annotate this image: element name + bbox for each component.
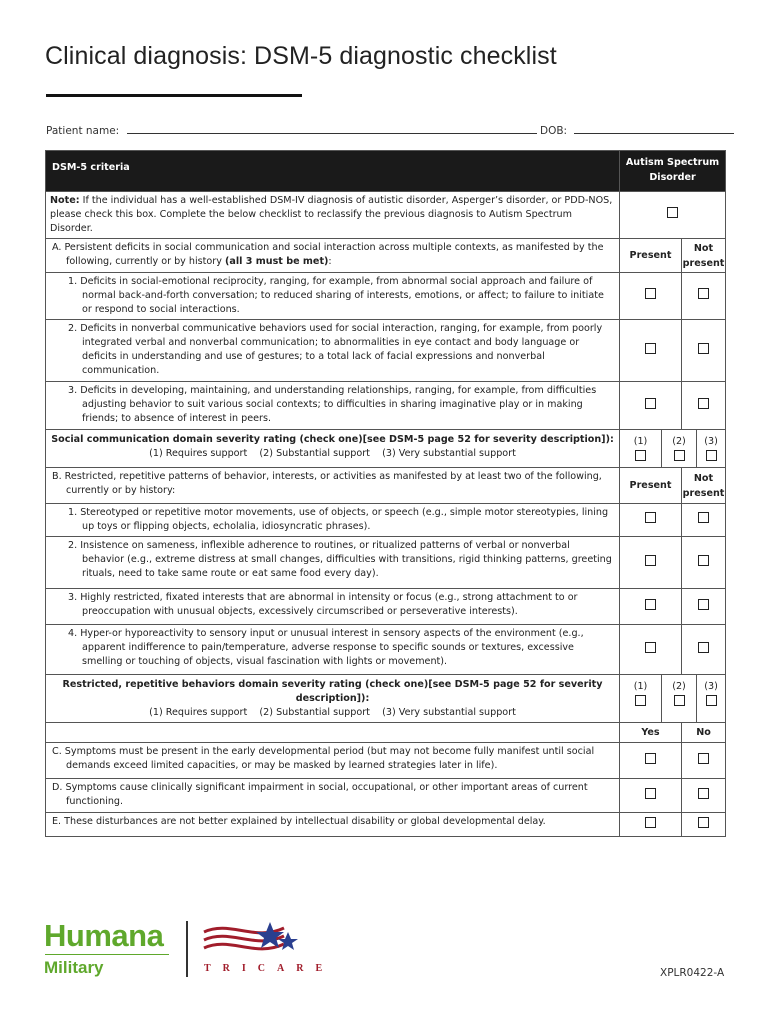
note-text <box>46 192 620 239</box>
section-a-severity-title: Social communication domain severity rating (check one)[see DSM-5 page 52 for severity description]): <box>51 434 614 445</box>
form-code: XPLR0422-A <box>660 967 725 979</box>
previous-diagnosis-checkbox[interactable] <box>667 207 678 218</box>
section-a-body: A. Persistent deficits in social communication and social interaction across multiple contexts, as manifested by the following, currently or by history <box>52 242 604 267</box>
dsm5-checklist-table <box>45 150 726 837</box>
b-not-present-header: Not present <box>682 468 726 504</box>
present-header: Present <box>620 239 682 273</box>
a-severity-1-cell <box>620 430 662 468</box>
yes-no-spacer <box>46 723 620 743</box>
a-severity-2-checkbox[interactable] <box>674 450 685 461</box>
a3-not-present-checkbox[interactable] <box>698 398 709 409</box>
humana-military-text: Military <box>44 958 104 977</box>
section-a-item-1: 1. Deficits in social-emotional reciprocity, ranging, for example, from abnormal social approach and failure of normal back-and-forth conversation; to reduced sharing of interests, emotions, or affect; to failure to initiate or respond to social interactions. <box>46 273 620 320</box>
note-checkbox-cell <box>620 192 726 239</box>
b2-not-present-checkbox[interactable] <box>698 555 709 566</box>
b4-not-present-cell <box>682 625 726 675</box>
b-severity-2-cell <box>662 675 697 723</box>
b1-not-present-checkbox[interactable] <box>698 512 709 523</box>
section-a-severity <box>46 430 620 468</box>
a2-present-checkbox[interactable] <box>645 343 656 354</box>
note-label: Note: <box>50 195 80 206</box>
b3-present-checkbox[interactable] <box>645 599 656 610</box>
b3-not-present-checkbox[interactable] <box>698 599 709 610</box>
b-present-header: Present <box>620 468 682 504</box>
dob-label: DOB: <box>540 125 568 137</box>
section-c-text: C. Symptoms must be present in the early developmental period (but may not become fully manifest until social demands exceed limited capacities, or may be masked by learned strategies later in life). <box>46 743 620 779</box>
section-b-severity-title: Restricted, repetitive behaviors domain severity rating (check one)[see DSM-5 page 52 for severity description]): <box>62 679 603 704</box>
c-no-cell <box>682 743 726 779</box>
a1-not-present-cell <box>682 273 726 320</box>
section-a-severity-options: (1) Requires support (2) Substantial support (3) Very substantial support <box>149 448 516 459</box>
a-severity-2-label: (2) <box>672 436 686 447</box>
patient-name-line <box>46 123 537 137</box>
d-yes-checkbox[interactable] <box>645 788 656 799</box>
note-body: If the individual has a well-established DSM-IV diagnosis of autistic disorder, Asperger’s disorder, or PDD-NOS, please check this box. Complete the below checklist to reclassify the previous diagnosis to Autism Spectrum Disorder. <box>50 195 613 234</box>
section-b-item-1: 1. Stereotyped or repetitive motor movements, use of objects, or speech (e.g., simple motor stereotypies, lining up toys or flipping objects, echolalia, idiosyncratic phrases). <box>46 504 620 537</box>
b-severity-1-checkbox[interactable] <box>635 695 646 706</box>
b3-not-present-cell <box>682 589 726 625</box>
b-severity-3-checkbox[interactable] <box>706 695 717 706</box>
a1-not-present-checkbox[interactable] <box>698 288 709 299</box>
section-a-tail: : <box>328 256 332 267</box>
page-title: Clinical diagnosis: DSM-5 diagnostic checklist <box>45 42 557 70</box>
tricare-flag-icon <box>200 918 310 962</box>
a3-present-cell <box>620 382 682 430</box>
a2-not-present-checkbox[interactable] <box>698 343 709 354</box>
tricare-wordmark: TRICARE <box>204 963 335 974</box>
e-no-checkbox[interactable] <box>698 817 709 828</box>
section-b-severity-options: (1) Requires support (2) Substantial support (3) Very substantial support <box>149 707 516 718</box>
b-severity-1-label: (1) <box>633 681 648 692</box>
logo-divider <box>186 921 188 977</box>
humana-logo-rule <box>45 954 169 955</box>
a1-present-checkbox[interactable] <box>645 288 656 299</box>
a-severity-3-checkbox[interactable] <box>706 450 717 461</box>
humana-logo: Humana <box>44 918 164 953</box>
e-yes-cell <box>620 813 682 837</box>
e-no-cell <box>682 813 726 837</box>
no-header: No <box>682 723 726 743</box>
a-severity-3-cell <box>697 430 726 468</box>
b-severity-2-label: (2) <box>672 681 686 692</box>
e-yes-checkbox[interactable] <box>645 817 656 828</box>
patient-name-field[interactable] <box>127 123 537 134</box>
dob-field[interactable] <box>574 123 734 134</box>
a2-present-cell <box>620 320 682 382</box>
asd-header: Autism Spectrum Disorder <box>620 151 726 192</box>
a-severity-1-label: (1) <box>633 436 648 447</box>
b-severity-3-cell <box>697 675 726 723</box>
section-b-severity <box>46 675 620 723</box>
section-a-item-2: 2. Deficits in nonverbal communicative behaviors used for social interaction, ranging, for example, from poorly integrated verbal and nonverbal communication; to abnormalities in eye contact and body language or deficits in understanding and use of gestures; to a total lack of facial expressions and nonverbal communication. <box>46 320 620 382</box>
a-severity-2-cell <box>662 430 697 468</box>
not-present-header: Not present <box>682 239 726 273</box>
d-no-cell <box>682 779 726 813</box>
b1-present-cell <box>620 504 682 537</box>
b4-present-checkbox[interactable] <box>645 642 656 653</box>
a3-present-checkbox[interactable] <box>645 398 656 409</box>
a3-not-present-cell <box>682 382 726 430</box>
c-yes-cell <box>620 743 682 779</box>
a-severity-3-label: (3) <box>704 436 718 447</box>
section-e-text: E. These disturbances are not better explained by intellectual disability or global developmental delay. <box>46 813 620 837</box>
section-a-bold: (all 3 must be met) <box>224 256 329 267</box>
criteria-header: DSM-5 criteria <box>46 151 620 192</box>
section-d-text: D. Symptoms cause clinically significant impairment in social, occupational, or other important areas of current functioning. <box>46 779 620 813</box>
a1-present-cell <box>620 273 682 320</box>
b2-present-checkbox[interactable] <box>645 555 656 566</box>
section-b-item-4: 4. Hyper-or hyporeactivity to sensory input or unusual interest in sensory aspects of the environment (e.g., apparent indifference to pain/temperature, adverse response to specific sounds or textures, excessive smelling or touching of objects, visual fascination with lights or movement). <box>46 625 620 675</box>
patient-name-label: Patient name: <box>46 125 120 137</box>
c-yes-checkbox[interactable] <box>645 753 656 764</box>
b4-present-cell <box>620 625 682 675</box>
a2-not-present-cell <box>682 320 726 382</box>
b4-not-present-checkbox[interactable] <box>698 642 709 653</box>
d-no-checkbox[interactable] <box>698 788 709 799</box>
section-b-item-3: 3. Highly restricted, fixated interests that are abnormal in intensity or focus (e.g., strong attachment to or preoccupation with unusual objects, excessively circumscribed or perseverative interests). <box>46 589 620 625</box>
b-severity-3-label: (3) <box>704 681 718 692</box>
dob-line <box>540 123 734 137</box>
yes-header: Yes <box>620 723 682 743</box>
b1-present-checkbox[interactable] <box>645 512 656 523</box>
b3-present-cell <box>620 589 682 625</box>
b1-not-present-cell <box>682 504 726 537</box>
title-underline <box>46 94 302 97</box>
section-b-text: B. Restricted, repetitive patterns of behavior, interests, or activities as manifested by at least two of the following, currently or by history: <box>46 468 620 504</box>
b2-not-present-cell <box>682 537 726 589</box>
c-no-checkbox[interactable] <box>698 753 709 764</box>
d-yes-cell <box>620 779 682 813</box>
a-severity-1-checkbox[interactable] <box>635 450 646 461</box>
b2-present-cell <box>620 537 682 589</box>
b-severity-1-cell <box>620 675 662 723</box>
section-a-text <box>46 239 620 273</box>
b-severity-2-checkbox[interactable] <box>674 695 685 706</box>
section-a-item-3: 3. Deficits in developing, maintaining, and understanding relationships, ranging, for example, from difficulties adjusting behavior to suit various social contexts; to difficulties in sharing imaginative play or in making friends; to absence of interest in peers. <box>46 382 620 430</box>
section-b-item-2: 2. Insistence on sameness, inflexible adherence to routines, or ritualized patterns of verbal or nonverbal behavior (e.g., extreme distress at small changes, difficulties with transitions, rigid thinking patterns, greeting rituals, need to take same route or eat same food every day). <box>46 537 620 589</box>
